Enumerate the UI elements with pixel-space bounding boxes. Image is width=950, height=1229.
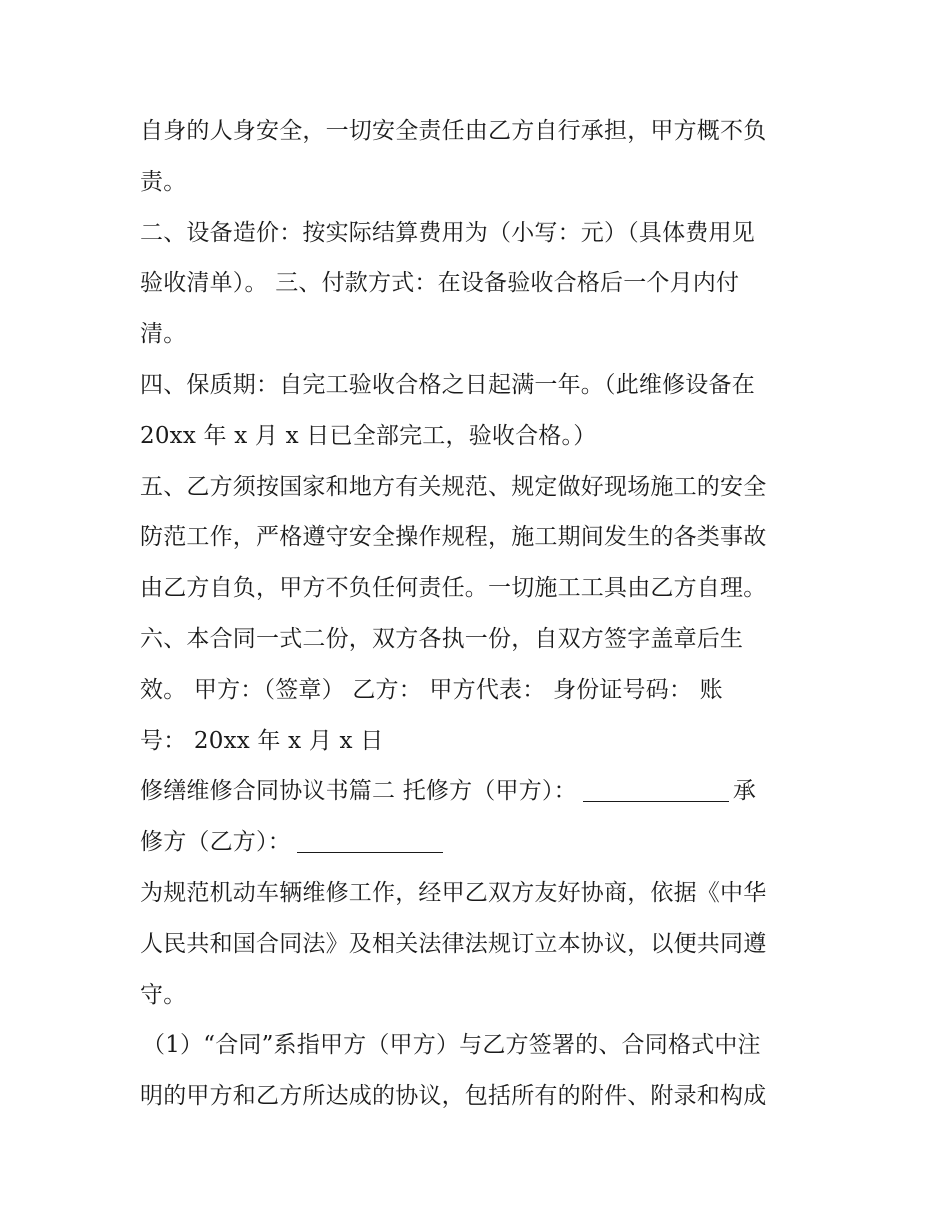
text-line: 守。	[140, 981, 187, 1008]
text-line: 明的甲方和乙方所达成的协议，包括所有的附件、附录和构成	[140, 1083, 767, 1110]
text-line: 防范工作，严格遵守安全操作规程，施工期间发生的各类事故	[140, 524, 767, 551]
text-line: 验收清单）。 三、付款方式：在设备验收合格后一个月内付	[140, 270, 740, 297]
text-line: 效。 甲方：（签章） 乙方： 甲方代表： 身份证号码： 账	[140, 676, 723, 703]
contractor-name-blank	[297, 822, 443, 853]
contract-text	[140, 106, 820, 1122]
text-line: 号： 20xx 年 x 月 x 日	[140, 727, 384, 754]
text-line: 20xx 年 x 月 x 日已全部完工，验收合格。）	[140, 422, 597, 449]
text-line: 清。	[140, 321, 187, 348]
heading-continuation-text: 承	[732, 778, 757, 805]
text-line: 自身的人身安全，一切安全责任由乙方自行承担，甲方概不负	[140, 118, 767, 144]
contractor-label: 修方（乙方）：	[140, 829, 291, 856]
text-line: 责。	[140, 168, 187, 195]
section-heading-line	[140, 766, 820, 817]
text-line: 六、本合同一式二份，双方各执一份，自双方签字盖章后生	[140, 625, 744, 652]
text-line: 二、设备造价：按实际结算费用为（小写：元）（具体费用见	[140, 219, 755, 246]
text-line: 四、保质期：自完工验收合格之日起满一年。（此维修设备在	[140, 371, 755, 398]
text-line: 为规范机动车辆维修工作，经甲乙双方友好协商，依据《中华	[140, 879, 767, 906]
text-line: 由乙方自负，甲方不负任何责任。一切施工工具由乙方自理。	[140, 575, 767, 602]
contractor-line	[140, 817, 820, 868]
client-name-blank	[583, 771, 729, 802]
text-line: 人民共和国合同法》及相关法律法规订立本协议，以便共同遵	[140, 930, 767, 957]
section-heading-text: 修缮维修合同协议书篇二 托修方（甲方）：	[140, 778, 577, 805]
text-line: （1）“合同”系指甲方（甲方）与乙方签署的、合同格式中注	[142, 1032, 761, 1059]
text-line: 五、乙方须按国家和地方有关规范、规定做好现场施工的安全	[140, 473, 767, 500]
